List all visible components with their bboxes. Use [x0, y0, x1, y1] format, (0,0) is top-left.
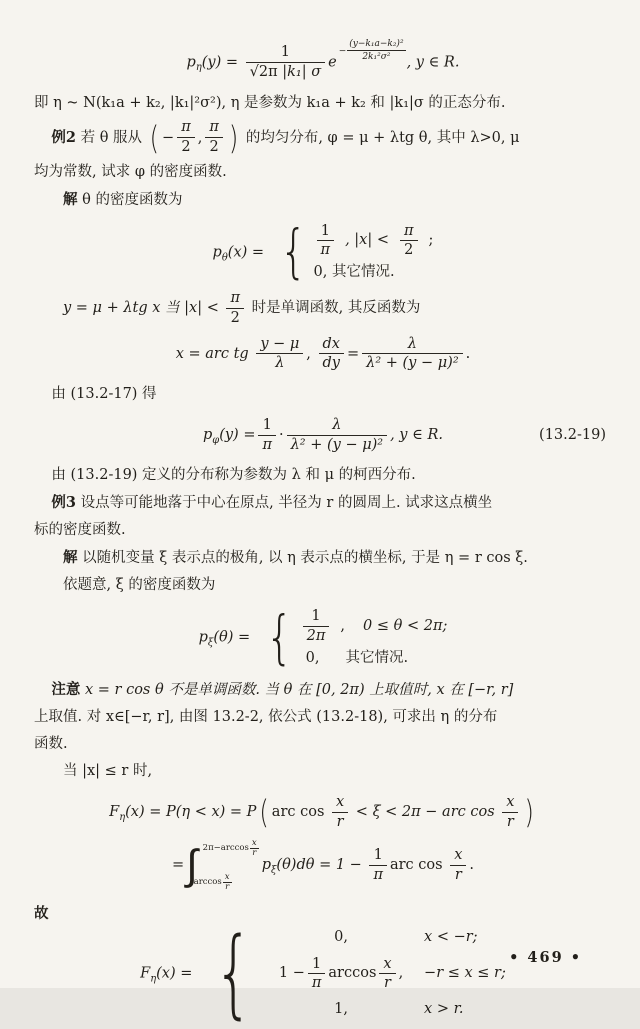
math-text: , |x| <	[345, 231, 390, 248]
numerator: λ	[407, 335, 417, 352]
paragraph-example3-cont: 标的密度函数.	[34, 522, 126, 539]
numerator: 1	[312, 955, 322, 972]
text-run: 由 (13.2-19) 定义的分布称为参数为 λ 和 μ 的柯西分布.	[51, 467, 416, 484]
math-text: 1 −	[278, 965, 305, 982]
math-subscript: η	[195, 62, 202, 74]
fraction	[250, 839, 259, 857]
fraction	[502, 794, 518, 830]
math-var: p	[203, 427, 213, 444]
open-paren: (	[259, 793, 269, 832]
math-text: arc cos	[271, 804, 330, 821]
comma: ,	[306, 345, 311, 362]
math-text: < ξ < 2π − arc cos	[351, 804, 500, 821]
fraction	[450, 847, 466, 883]
period: .	[465, 345, 471, 362]
paragraph-note	[34, 676, 612, 704]
numerator: π	[404, 222, 414, 239]
math-subscript: ξ	[207, 637, 214, 649]
brace-icon: {	[265, 603, 294, 671]
period: .	[469, 857, 474, 874]
fraction	[379, 956, 395, 992]
paragraph-normal-dist: 即 η ~ N(k₁a + k₂, |k₁|²σ²), η 是参数为 k₁a + k₂ 和 |k₁|σ 的正态分布.	[34, 94, 506, 111]
denominator: dy	[319, 353, 344, 372]
cases-group	[255, 603, 448, 671]
text-run: 以随机变量 ξ 表示点的极角, 以 η 表示点的横坐标, 于是 η = r cos ξ.	[77, 550, 528, 567]
math-subscript: φ	[212, 435, 220, 446]
numerator: λ	[332, 416, 342, 433]
math-var: e	[328, 54, 337, 71]
formula-density-xi	[34, 603, 612, 671]
formula-inverse	[34, 336, 612, 372]
math-text: (x) = P(η < x) = P	[125, 804, 257, 821]
fraction	[256, 336, 303, 372]
math-subscript: η	[150, 973, 157, 985]
math-text: (θ) =	[213, 629, 251, 646]
paragraph-example2-cont: 均为常数, 试求 φ 的密度函数.	[34, 163, 227, 180]
note-label: 注意	[51, 681, 81, 699]
math-var: p	[198, 629, 208, 646]
cases-rows	[300, 608, 448, 667]
math-subscript: η	[119, 812, 126, 824]
formula-cdf-cases	[34, 917, 612, 1029]
denominator: π	[258, 435, 276, 454]
example3-label: 例3	[51, 494, 76, 512]
cases-rows	[314, 223, 434, 282]
math-text: (θ)dθ = 1 −	[276, 857, 367, 874]
formula-cauchy-density	[34, 417, 612, 453]
math-text: 0,	[305, 649, 320, 666]
denominator: π	[317, 240, 335, 259]
paragraph-by-formula	[34, 381, 612, 408]
denominator: λ	[256, 353, 303, 372]
open-paren: (	[149, 118, 160, 157]
denominator: 2k₁²σ²	[347, 50, 405, 62]
formula-cdf-prob	[34, 794, 612, 830]
math-var: F	[109, 804, 120, 821]
solution-label: 解	[63, 549, 78, 567]
brace-icon: {	[279, 217, 307, 286]
numerator: x	[336, 794, 345, 811]
case-row	[314, 223, 434, 259]
comma: ,	[197, 129, 203, 146]
formula-normal-density	[34, 39, 612, 81]
numerator: x	[383, 955, 392, 972]
text-run: 的均匀分布, φ = μ + λtg θ, 其中 λ>0, μ	[241, 129, 520, 146]
denominator: r	[332, 812, 348, 831]
math-text: (y) =	[219, 427, 256, 444]
math-text: 0, 其它情况.	[313, 263, 395, 280]
denominator: π	[369, 865, 387, 884]
numerator: 1	[373, 847, 383, 864]
numerator: 1	[280, 44, 290, 61]
math-text: , y ∈ R.	[390, 427, 443, 444]
comma: ,	[340, 617, 346, 634]
math-text: |k₁| σ	[277, 63, 322, 80]
case-row	[266, 956, 506, 992]
paragraph-monotone	[34, 290, 612, 326]
paragraph-by-meaning: 依题意, ξ 的密度函数为	[63, 577, 216, 594]
numerator: π	[230, 290, 241, 307]
fraction	[400, 223, 418, 259]
fraction	[347, 39, 405, 63]
sqrt-icon: √	[249, 63, 259, 80]
denominator: r	[502, 812, 518, 831]
case-row	[266, 929, 506, 946]
close-paren: )	[228, 118, 239, 157]
case-row	[300, 608, 448, 644]
fraction	[246, 44, 326, 80]
text-run: 其它情况.	[345, 649, 409, 666]
numerator: x	[251, 838, 257, 849]
math-var: p	[261, 857, 271, 874]
limit-text: 2π−arccos	[202, 843, 249, 854]
case-row	[266, 1001, 506, 1018]
integral-limits	[194, 839, 260, 891]
fraction	[205, 119, 223, 155]
denominator: r	[379, 973, 395, 992]
fraction	[226, 290, 244, 326]
numerator: x	[506, 794, 515, 811]
formula-density-theta	[34, 217, 612, 286]
fraction	[177, 119, 195, 155]
numerator: dx	[322, 335, 340, 352]
case-value: 1,	[334, 1001, 348, 1018]
minus-sign: −	[162, 129, 175, 146]
paragraph-cauchy	[34, 462, 612, 489]
page-number: • 469 •	[509, 949, 582, 966]
minus-sign: −	[338, 46, 347, 57]
denominator: π	[308, 973, 326, 992]
math-subscript: θ	[221, 251, 228, 263]
case-condition: −r ≤ x ≤ r;	[424, 965, 506, 982]
math-text: (y) =	[201, 54, 243, 71]
denominator: 2	[400, 240, 418, 259]
cases-group	[269, 217, 434, 286]
text-run: x = r cos θ 不是单调函数. 当 θ 在 [0, 2π) 上取值时, x 在 [−r, r]	[80, 682, 514, 699]
close-paren: )	[524, 793, 534, 832]
case-condition: x < −r;	[424, 929, 478, 946]
numerator: π	[181, 119, 191, 136]
case-row	[314, 264, 434, 281]
text-run: θ 的密度函数为	[77, 191, 183, 208]
numerator: 1	[320, 222, 330, 239]
limit-text: arccos	[193, 877, 222, 888]
math-text: 0 ≤ θ < 2π;	[363, 617, 448, 634]
denominator: r	[223, 882, 232, 892]
equals-sign: =	[171, 857, 185, 874]
fraction	[317, 223, 335, 259]
radicand: 2π	[258, 63, 278, 80]
integral-group	[186, 839, 260, 891]
comma: ,	[398, 965, 404, 982]
case-value: 0,	[334, 929, 348, 946]
fraction	[223, 873, 232, 891]
denominator: 2	[226, 308, 244, 327]
lower-limit	[194, 873, 260, 891]
math-var: F	[140, 965, 151, 982]
example2-label: 例2	[51, 128, 76, 146]
dot-operator: ·	[279, 427, 284, 444]
denominator	[246, 62, 326, 81]
denominator: r	[250, 848, 259, 858]
upper-limit	[203, 839, 260, 857]
denominator: 2π	[303, 626, 330, 645]
cases-group	[197, 917, 506, 1029]
math-text: arc cos	[389, 857, 448, 874]
text-run: 设点等可能地落于中心在原点, 半径为 r 的圆周上. 试求这点横坐	[75, 495, 493, 512]
math-text: (x) =	[156, 965, 193, 982]
cases-rows	[266, 929, 506, 1018]
math-text: , y ∈ R.	[406, 54, 460, 71]
math-text: x = arc tg	[175, 345, 254, 362]
fraction	[258, 417, 276, 453]
paragraph-note-cont: 上取值. 对 x∈[−r, r], 由图 13.2-2, 依公式 (13.2-18), 可求出 η 的分布	[34, 709, 498, 726]
math-var: p	[186, 54, 196, 71]
paragraph-example2	[34, 117, 612, 159]
equals-sign: =	[347, 345, 360, 362]
math-text: ;	[428, 231, 434, 248]
case-value	[266, 956, 416, 992]
denominator: 2	[205, 137, 223, 156]
equation-number: (13.2-19)	[539, 427, 606, 444]
denominator: λ² + (y − μ)²	[287, 435, 387, 454]
fraction	[332, 794, 348, 830]
case-condition: x > r.	[424, 1001, 464, 1018]
paragraph-solution3	[34, 544, 612, 572]
paragraph-example3	[34, 489, 612, 517]
text-run: 若 θ 服从	[75, 129, 147, 146]
integral-icon: ∫	[186, 840, 198, 890]
paragraph-solution2	[34, 186, 612, 214]
fraction	[303, 608, 330, 644]
math-text: arccos	[328, 965, 377, 982]
paragraph-therefore: 故	[34, 905, 49, 923]
math-subscript: ξ	[271, 865, 277, 877]
exponent	[339, 39, 407, 63]
solution-label: 解	[63, 190, 78, 208]
fraction	[369, 847, 387, 883]
paragraph-note-cont2: 函数.	[34, 736, 68, 753]
numerator: x	[224, 872, 230, 883]
fraction	[308, 956, 326, 992]
fraction	[319, 336, 344, 372]
numerator: 1	[262, 416, 272, 433]
denominator: 2	[177, 137, 195, 156]
text-run: 由 (13.2-17) 得	[51, 385, 157, 402]
paragraph-condition: 当 |x| ≤ r 时,	[63, 763, 153, 780]
denominator: r	[450, 865, 466, 884]
text-run: 时是单调函数, 其反函数为	[247, 300, 421, 317]
math-var: p	[212, 243, 222, 260]
numerator: (y−k₁a−k₂)²	[349, 39, 404, 49]
fraction	[362, 336, 462, 372]
numerator: x	[454, 847, 463, 864]
formula-integral	[34, 839, 612, 891]
numerator: y − μ	[260, 335, 300, 352]
math-text: y = μ + λtg x 当 |x| <	[63, 300, 224, 317]
numerator: π	[209, 119, 219, 136]
numerator: 1	[311, 608, 321, 625]
fraction	[287, 417, 387, 453]
case-row	[300, 650, 448, 667]
math-text: (x) =	[227, 243, 265, 260]
brace-icon: {	[213, 917, 254, 1029]
denominator: λ² + (y − μ)²	[362, 353, 462, 372]
